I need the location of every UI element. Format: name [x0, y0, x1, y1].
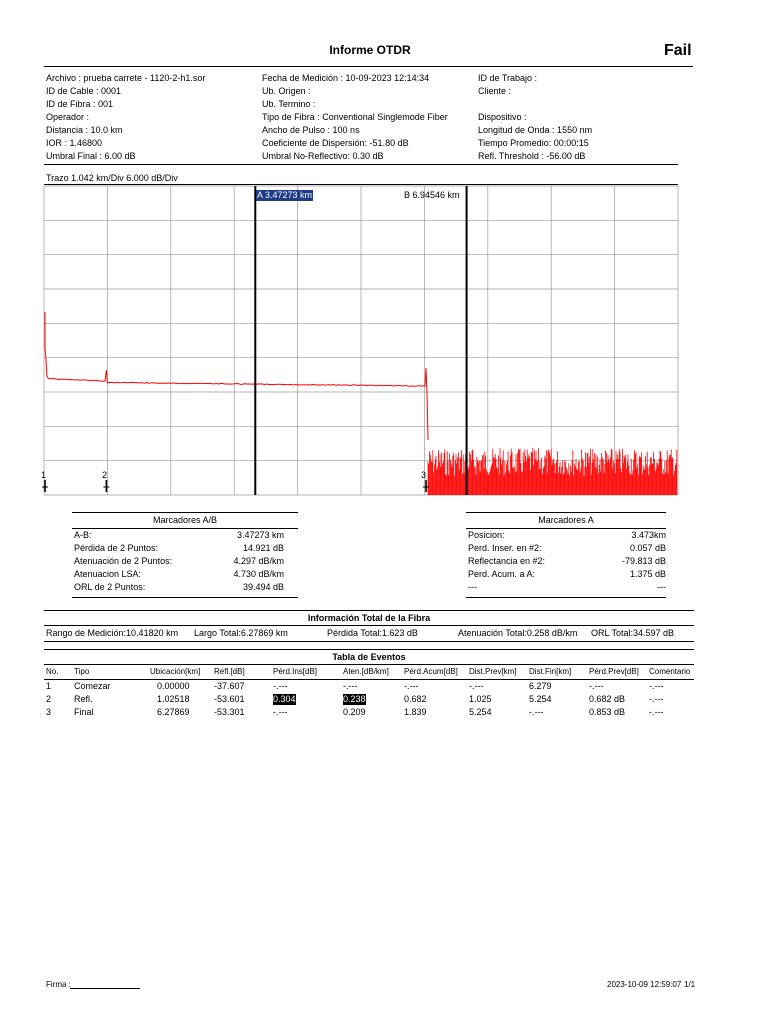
fiber-info-header-rule [44, 625, 694, 626]
status-label: Fail [664, 42, 692, 59]
event-label-3: 3 [421, 470, 427, 480]
markers-a-row [468, 556, 666, 569]
row-value: 4.297 dB/km [233, 556, 284, 566]
markers-a-row [468, 569, 666, 582]
events-column-header: Tipo [74, 667, 90, 676]
events-table-cell: 0.00000 [157, 681, 190, 691]
events-column-header: Pérd.Acum[dB] [404, 667, 458, 676]
ior: IOR : 1.46800 [46, 138, 103, 148]
markers-ab-top-rule [72, 512, 298, 513]
events-column-header: No. [46, 667, 59, 676]
row-label: Atenuacion LSA: [74, 569, 142, 579]
events-table-cell: -.--- [649, 694, 664, 704]
row-value: -79.813 dB [621, 556, 666, 566]
events-table-cell: -.--- [529, 707, 544, 717]
events-table-cell: -.--- [404, 681, 419, 691]
events-column-header: Refl.[dB] [214, 667, 245, 676]
markers-a-table [468, 530, 666, 595]
row-value: 3.47273 km [236, 530, 284, 540]
events-table-cell: 6.27869 [157, 707, 190, 717]
pulse-width: Ancho de Pulso : 100 ns [262, 125, 360, 135]
markers-ab-row [74, 530, 284, 543]
fiber-id: ID de Fibra : 001 [46, 99, 114, 109]
events-table-cell: Final [74, 707, 94, 717]
events-table-cell: -53.301 [214, 707, 245, 717]
fiber-info-top-rule [44, 610, 694, 611]
row-label: Perd. Inser. en #2: [468, 543, 542, 553]
events-table-cell: -.--- [649, 707, 664, 717]
events-table-cell: -.--- [469, 681, 484, 691]
events-column-header: Pérd.Prev[dB] [589, 667, 639, 676]
events-table-cell: 0.682 dB [589, 694, 626, 704]
marker-a-label: A 3.47273 km [257, 190, 313, 200]
total-attenuation: Atenuación Total:0.258 dB/km [458, 628, 578, 638]
events-table-cell: 1 [46, 681, 52, 691]
events-table-cell: 0.304 [273, 694, 296, 704]
markers-a-header-rule [466, 528, 666, 529]
cable-id: ID de Cable : 0001 [46, 86, 122, 96]
row-label: --- [468, 582, 477, 592]
wavelength: Longitud de Onda : 1550 nm [478, 125, 593, 135]
row-value: 39.494 dB [242, 582, 284, 592]
events-header-bottom-rule [44, 679, 694, 680]
job-id: ID de Trabajo : [478, 73, 538, 83]
row-value: 0.057 dB [629, 543, 666, 553]
events-table-cell: 0.853 dB [589, 707, 626, 717]
events-column-header: Dist.Fin[km] [529, 667, 572, 676]
trace-scale-label: Trazo 1.042 km/Div 6.000 dB/Div [46, 173, 178, 183]
markers-ab-title: Marcadores A/B [152, 515, 218, 525]
end-threshold: Umbral Final : 6.00 dB [46, 151, 136, 161]
markers-a-bottom-rule [466, 597, 666, 598]
non-reflective-threshold: Umbral No-Reflectivo: 0.30 dB [262, 151, 384, 161]
dispersion-coefficient: Coeficiente de Dispersión: -51.80 dB [262, 138, 409, 148]
markers-a-row [468, 530, 666, 543]
fiber-info-title: Información Total de la Fibra [307, 613, 431, 623]
footer-page: 1/1 [684, 980, 696, 989]
row-value: 1.375 dB [629, 569, 666, 579]
markers-a-row [468, 582, 666, 595]
end-location: Ub. Termino : [262, 99, 316, 109]
markers-a-row [468, 543, 666, 556]
row-value: 3.473km [631, 530, 666, 540]
events-table-cell: Refl. [74, 694, 93, 704]
events-table-cell: -.--- [343, 681, 358, 691]
events-table-cell: 3 [46, 707, 52, 717]
total-orl: ORL Total:34.597 dB [591, 628, 675, 638]
event-label-1: 1 [41, 470, 47, 480]
fiber-type: Tipo de Fibra : Conventional Singlemode Fiber [262, 112, 448, 122]
events-table-cell: -53.601 [214, 694, 245, 704]
events-table-header [0, 667, 768, 678]
row-label: Pérdida de 2 Puntos: [74, 543, 159, 553]
event-label-2: 2 [102, 470, 108, 480]
markers-ab-row [74, 543, 284, 556]
chart-grid [44, 186, 678, 495]
footer-timestamp: 2023-10-09 12:59:07 [607, 980, 682, 989]
measurement-range: Rango de Medición:10.41820 km [46, 628, 179, 638]
measurement-date: Fecha de Medición : 10-09-2023 12:14:34 [262, 73, 430, 83]
events-table-cell: 5.254 [529, 694, 552, 704]
events-table-cell: 1.02518 [157, 694, 190, 704]
total-length: Largo Total:6.27869 km [194, 628, 288, 638]
row-value: 4.730 dB/km [233, 569, 284, 579]
markers-ab-row [74, 556, 284, 569]
markers-ab-row [74, 569, 284, 582]
events-column-header: Ubicación[km] [150, 667, 201, 676]
signature-line [70, 988, 140, 989]
row-label: Atenuación de 2 Puntos: [74, 556, 173, 566]
events-column-header: Pérd.Ins[dB] [273, 667, 318, 676]
events-table-cell: -37.607 [214, 681, 245, 691]
events-table-cell: 1.025 [469, 694, 492, 704]
row-label: Perd. Acum. a A: [468, 569, 536, 579]
events-table-cell: 1.839 [404, 707, 427, 717]
row-label: Posicion: [468, 530, 505, 540]
events-table-cell: 5.254 [469, 707, 492, 717]
trace-series-line [45, 312, 428, 440]
average-time: Tiempo Promedio: 00:00:15 [478, 138, 589, 148]
events-table-cell: 0.682 [404, 694, 427, 704]
events-header-rule [44, 664, 694, 665]
events-top-rule [44, 649, 694, 650]
events-table-cell: -.--- [273, 707, 288, 717]
events-column-header: Aten.[dB/km] [343, 667, 389, 676]
events-title: Tabla de Eventos [332, 652, 406, 662]
events-table-cell: 0.238 [343, 694, 366, 704]
row-label: ORL de 2 Puntos: [74, 582, 146, 592]
row-label: A-B: [74, 530, 92, 540]
markers-a-top-rule [466, 512, 666, 513]
refl-threshold: Refl. Threshold : -56.00 dB [478, 151, 586, 161]
events-table-cell: 0.209 [343, 707, 366, 717]
markers-ab-table [74, 530, 284, 595]
distance: Distancia : 10.0 km [46, 125, 123, 135]
events-column-header: Comentario [649, 667, 691, 676]
row-value: --- [657, 582, 666, 592]
events-table-cell: -.--- [273, 681, 288, 691]
chart-events [42, 480, 429, 492]
events-table-cell: 6.279 [529, 681, 552, 691]
markers-ab-bottom-rule [72, 597, 298, 598]
file-name: Archivo : prueba carrete - 1120-2-h1.sor [46, 73, 206, 83]
markers-a-title: Marcadores A [538, 515, 594, 525]
markers-ab-header-rule [72, 528, 298, 529]
customer: Cliente : [478, 86, 512, 96]
events-table-cell: Comezar [74, 681, 111, 691]
row-label: Reflectancia en #2: [468, 556, 546, 566]
device: Dispositivo : [478, 112, 527, 122]
operator: Operador : [46, 112, 90, 122]
events-table-cell: 2 [46, 694, 52, 704]
report-title: Informe OTDR [329, 43, 411, 57]
markers-ab-row [74, 582, 284, 595]
fiber-info-bottom-rule [44, 641, 694, 642]
origin-location: Ub. Origen : [262, 86, 311, 96]
row-value: 14.921 dB [242, 543, 284, 553]
events-table-cell: -.--- [649, 681, 664, 691]
signature-label: Firma : [46, 980, 71, 989]
total-loss: Pérdida Total:1.623 dB [327, 628, 418, 638]
events-table-cell: -.--- [589, 681, 604, 691]
marker-b-label: B 6.94546 km [404, 190, 460, 200]
events-column-header: Dist.Prev[km] [469, 667, 517, 676]
